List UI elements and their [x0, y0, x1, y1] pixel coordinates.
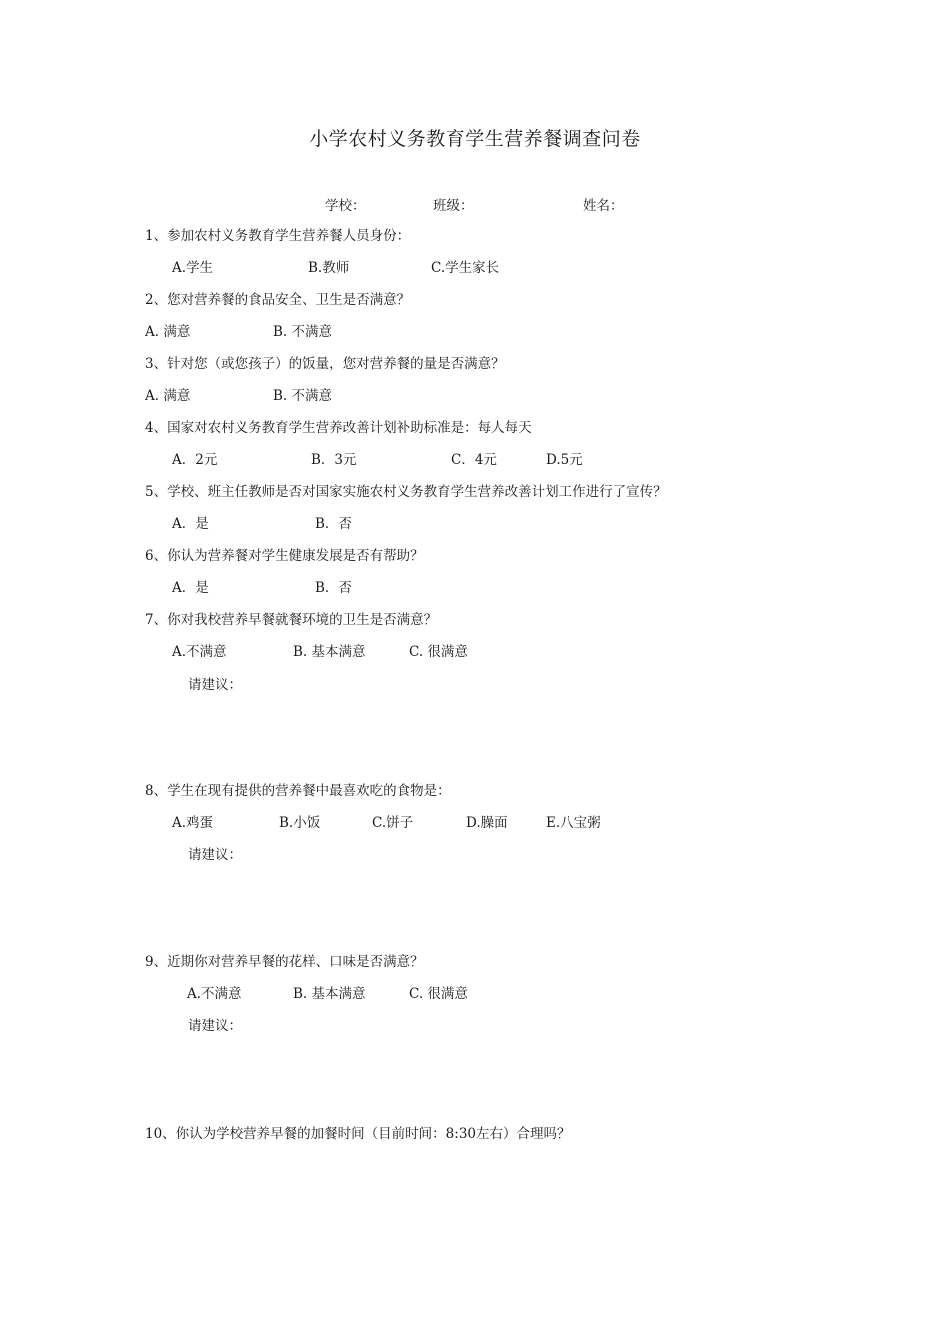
q7-option-a: A.不满意: [172, 644, 227, 660]
q9-option-b: B. 基本满意: [293, 986, 366, 1002]
page-title: 小学农村义务教育学生营养餐调查问卷: [309, 128, 641, 150]
q1-option-c: C.学生家长: [431, 260, 500, 276]
q5-option-b: B．否: [315, 516, 352, 532]
q6-option-b: B．否: [315, 580, 352, 596]
q1-option-a: A.学生: [172, 260, 214, 276]
q3-option-a: A. 满意: [145, 388, 191, 404]
q4-option-c: C．4元: [451, 452, 497, 468]
q8-option-b: B.小饭: [279, 815, 321, 831]
q8-option-e: E.八宝粥: [546, 815, 601, 831]
q7-suggestion-label: 请建议：: [188, 677, 242, 693]
q2-option-a: A. 满意: [145, 324, 191, 340]
q7-option-c: C. 很满意: [409, 644, 468, 660]
q8-option-d: D.臊面: [466, 815, 508, 831]
q8-option-a: A.鸡蛋: [172, 815, 214, 831]
q7-option-b: B. 基本满意: [293, 644, 366, 660]
q9-suggestion-label: 请建议：: [188, 1018, 242, 1034]
q2-option-b: B. 不满意: [273, 324, 333, 340]
school-label: 学校：: [325, 198, 366, 214]
q8-option-c: C.饼子: [372, 815, 414, 831]
q4-option-d: D.5元: [546, 452, 583, 468]
q9-option-a: A.不满意: [187, 986, 242, 1002]
q9-option-c: C. 很满意: [409, 986, 468, 1002]
question-6: 6、你认为营养餐对学生健康发展是否有帮助？: [145, 548, 424, 564]
question-7: 7、你对我校营养早餐就餐环境的卫生是否满意？: [145, 612, 438, 628]
question-9: 9、近期你对营养早餐的花样、口味是否满意？: [145, 954, 424, 970]
q4-option-b: B．3元: [311, 452, 357, 468]
question-4: 4、国家对农村义务教育学生营养改善计划补助标准是：每人每天: [145, 420, 532, 436]
question-8: 8、学生在现有提供的营养餐中最喜欢吃的食物是：: [145, 783, 451, 799]
question-2: 2、您对营养餐的食品安全、卫生是否满意？: [145, 292, 411, 308]
question-3: 3、针对您（或您孩子）的饭量，您对营养餐的量是否满意？: [145, 356, 505, 372]
name-label: 姓名：: [583, 198, 624, 214]
q1-option-b: B.教师: [308, 260, 350, 276]
q6-option-a: A．是: [172, 580, 209, 596]
class-label: 班级：: [433, 198, 474, 214]
q3-option-b: B. 不满意: [273, 388, 333, 404]
q5-option-a: A．是: [172, 516, 209, 532]
question-1: 1、参加农村义务教育学生营养餐人员身份：: [145, 228, 411, 244]
q8-suggestion-label: 请建议：: [188, 847, 242, 863]
q4-option-a: A．2元: [172, 452, 218, 468]
question-10: 10、你认为学校营养早餐的加餐时间（目前时间：8:30左右）合理吗？: [145, 1126, 571, 1142]
question-5: 5、学校、班主任教师是否对国家实施农村义务教育学生营养改善计划工作进行了宣传？: [145, 484, 667, 500]
